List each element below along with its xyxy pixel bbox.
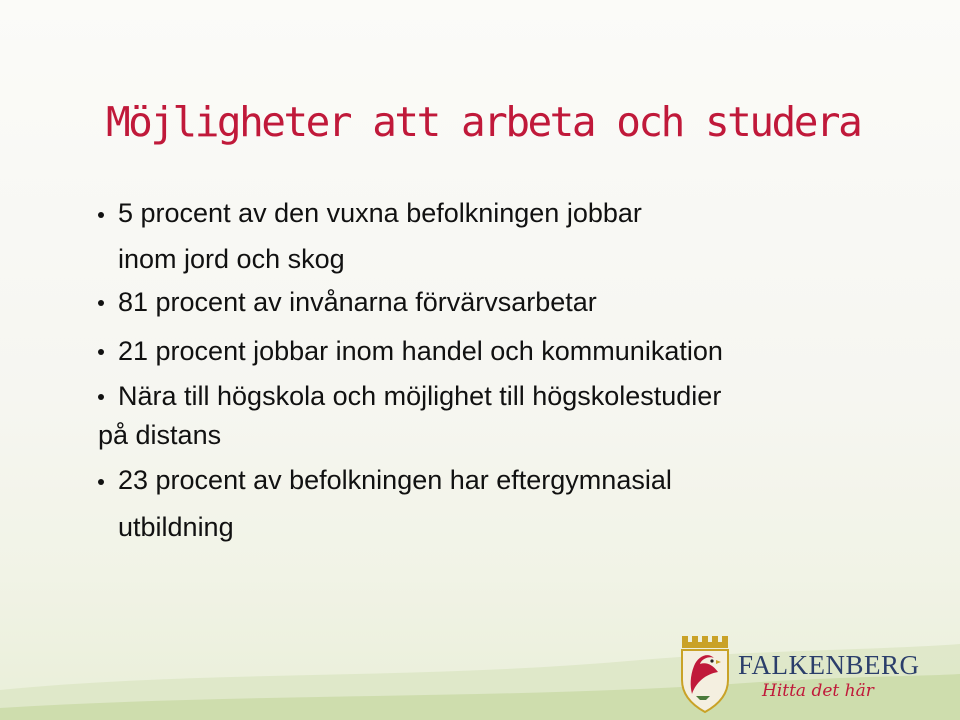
bullet-line: på distans: [98, 420, 222, 450]
bullet-line: 21 procent jobbar inom handel och kommunikation: [118, 336, 723, 366]
brand-tagline: Hitta det här: [762, 681, 874, 701]
bullet-line: 5 procent av den vuxna befolkningen jobbar: [118, 198, 642, 228]
bullet-line: utbildning: [118, 512, 234, 542]
bullet-dot: [98, 349, 104, 355]
bullet-dot: [98, 479, 104, 485]
brand-name: FALKENBERG: [738, 650, 920, 680]
bullet-line: 23 procent av befolkningen har eftergymnasial: [118, 465, 672, 495]
bullet-dot: [98, 394, 104, 400]
bullet-dot: [98, 212, 104, 218]
bullet-line: inom jord och skog: [118, 244, 345, 274]
bullet-line: 81 procent av invånarna förvärvsarbetar: [118, 287, 597, 317]
slide-title: Möjligheter att arbeta och studera: [106, 98, 861, 146]
bullet-dot: [98, 300, 104, 306]
bullet-line: Nära till högskola och möjlighet till högskolestudier: [118, 381, 722, 411]
brand-logo: [676, 634, 920, 714]
falcon-coat-of-arms-icon: [676, 634, 732, 714]
